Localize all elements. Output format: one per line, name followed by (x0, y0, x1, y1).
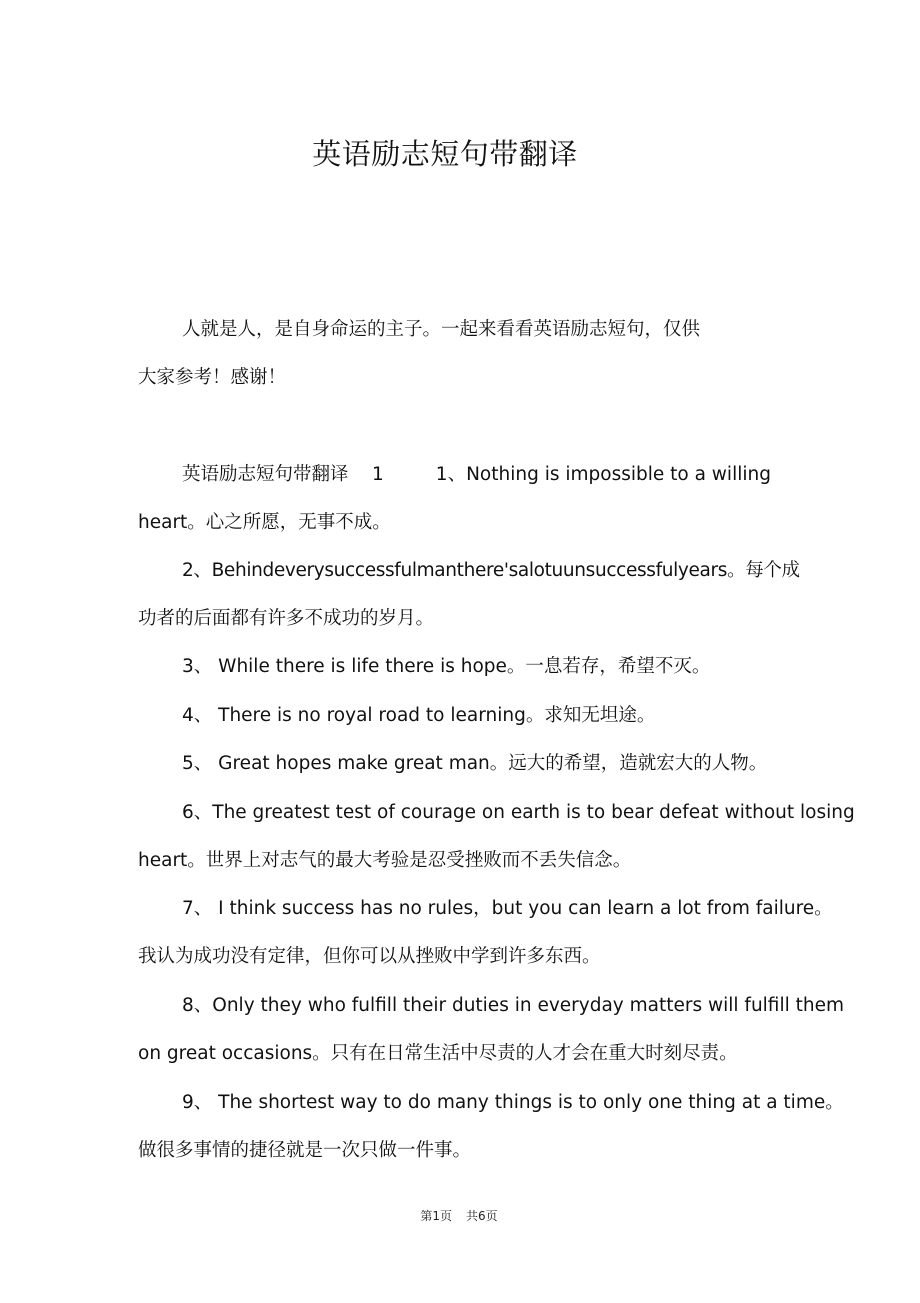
list-item-2-line-2: 功者的后面都有许多不成功的岁月。 (138, 608, 435, 629)
intro-line-2: 大家参考！感谢！ (138, 367, 287, 388)
list-item-2-line-1: 2、Behindeverysuccessfulmanthere'salotuunsuccessfulyears。每个成 (182, 560, 800, 581)
item-text: 1、Nothing is impossible to a willing (435, 464, 771, 485)
list-item-5-line-1: 5、 Great hopes make great man。远大的希望，造就宏大的人物。 (182, 753, 768, 774)
list-item-3-line-1: 3、 While there is life there is hope。一息若存，希望不灭。 (182, 656, 711, 677)
list-item-4-line-1: 4、 There is no royal road to learning。求知无坦途。 (182, 705, 656, 726)
list-item-4 (138, 692, 828, 740)
list-item-9 (138, 1079, 844, 1175)
list-item-8-line-2: on great occasions。只有在日常生活中尽责的人才会在重大时刻尽责。 (138, 1043, 738, 1064)
list-item-8 (138, 982, 845, 1078)
list-item-7-line-2: 我认为成功没有定律，但你可以从挫败中学到许多东西。 (138, 946, 601, 967)
list-item-6-line-1: 6、The greatest test of courage on earth is to bear defeat without losing (182, 802, 855, 823)
list-item-5 (138, 740, 828, 788)
section-heading: 英语励志短句带翻译 1 (182, 464, 384, 485)
list-item-3 (138, 643, 828, 691)
list-item-7 (138, 885, 833, 981)
list-item-7-line-1: 7、 I think success has no rules，but you can learn a lot from failure。 (182, 898, 833, 919)
list-item-6 (138, 789, 855, 885)
page-footer (0, 1207, 918, 1224)
intro-paragraph (138, 306, 828, 402)
list-item-9-line-2: 做很多事情的捷径就是一次只做一件事。 (138, 1140, 472, 1161)
list-item-9-line-1: 9、 The shortest way to do many things is to only one thing at a time。 (182, 1092, 844, 1113)
page-total: 共6页 (466, 1209, 498, 1223)
page-title: 英语励志短句带翻译 (312, 137, 578, 171)
intro-line-1: 人就是人，是自身命运的主子。一起来看看英语励志短句，仅供 (182, 319, 701, 340)
list-item-8-line-1: 8、Only they who fulfill their duties in everyday matters will fulfill them (182, 995, 845, 1016)
list-item-1-line-1 (138, 451, 828, 499)
list-item-6-line-2: heart。世界上对志气的最大考验是忍受挫败而不丢失信念。 (138, 850, 632, 871)
list-item-2 (138, 547, 828, 643)
list-item-1-line-2: heart。心之所愿，无事不成。 (138, 512, 391, 533)
list-item-1 (138, 451, 828, 547)
page-number: 第1页 (420, 1209, 452, 1223)
